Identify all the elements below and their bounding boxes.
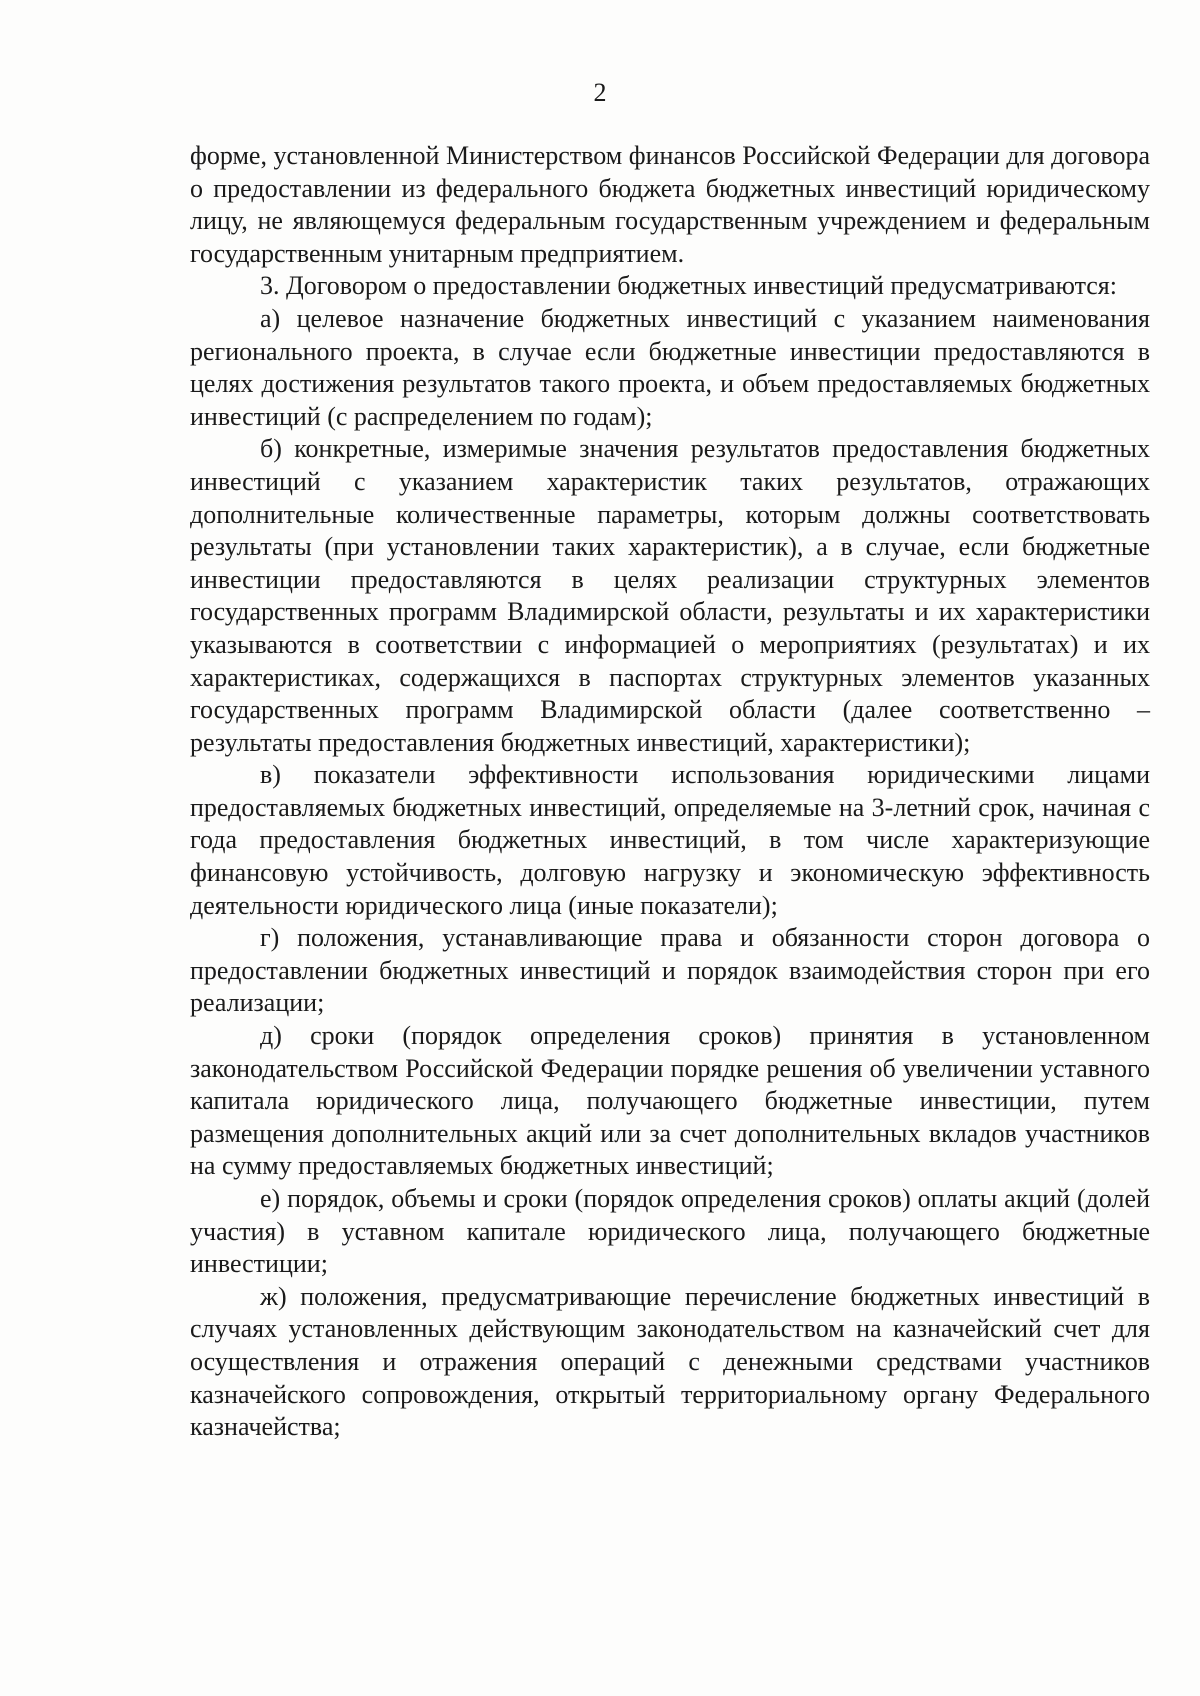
- document-body: [190, 140, 1150, 1444]
- paragraph-subitem-zh: ж) положения, предусматривающие перечисление бюджетных инвестиций в случаях установленных действующим законодательством на казначейский счет для осуществления и отражения операций с денежными средствами участников казначейского сопровождения, открытый территориальному органу Федерального казначейства;: [190, 1281, 1150, 1442]
- page-number: 2: [593, 78, 607, 107]
- paragraph-subitem-b: б) конкретные, измеримые значения результатов предоставления бюджетных инвестиций с указанием характеристик таких результатов, отражающих дополнительные количественные параметры, которым должны соответствовать результаты (при установлении таких характеристик), а в случае, если бюджетные инвестиции предоставляются в целях реализации структурных элементов государственных программ Владимирской области, результаты и их характеристики указываются в соответствии с информацией о мероприятиях (результатах) и их характеристиках, содержащихся в паспортах структурных элементов указанных государственных программ Владимирской области (далее соответственно – результаты предоставления бюджетных инвестиций, характеристики);: [190, 434, 1150, 757]
- paragraph-item-3: 3. Договором о предоставлении бюджетных инвестиций предусматриваются:: [260, 271, 1117, 301]
- paragraph-subitem-d: д) сроки (порядок определения сроков) принятия в установленном законодательством Российской Федерации порядке решения об увеличении уставного капитала юридического лица, получающего бюджетные инвестиции, путем размещения дополнительных акций или за счет дополнительных вкладов участников на сумму предоставляемых бюджетных инвестиций;: [190, 1021, 1150, 1181]
- paragraph-subitem-e: е) порядок, объемы и сроки (порядок определения сроков) оплаты акций (долей участия) в уставном капитале юридического лица, получающего бюджетные инвестиции;: [190, 1184, 1150, 1279]
- paragraph-subitem-a: а) целевое назначение бюджетных инвестиций с указанием наименования регионального проекта, в случае если бюджетные инвестиции предоставляются в целях достижения результатов такого проекта, и объем предоставляемых бюджетных инвестиций (с распределением по годам);: [190, 303, 1150, 431]
- paragraph-continuation: форме, установленной Министерством финансов Российской Федерации для договора о предоставлении из федерального бюджета бюджетных инвестиций юридическому лицу, не являющемуся федеральным государственным учреждением и федеральным государственным унитарным предприятием.: [190, 141, 1150, 268]
- paragraph-subitem-v: в) показатели эффективности использования юридическими лицами предоставляемых бюджетных инвестиций, определяемые на 3-летний срок, начиная с года предоставления бюджетных инвестиций, в том числе характеризующие финансовую устойчивость, долговую нагрузку и экономическую эффективность деятельности юридического лица (иные показатели);: [190, 760, 1150, 920]
- paragraph-subitem-g: г) положения, устанавливающие права и обязанности сторон договора о предоставлении бюджетных инвестиций и порядок взаимодействия сторон при его реализации;: [190, 923, 1150, 1018]
